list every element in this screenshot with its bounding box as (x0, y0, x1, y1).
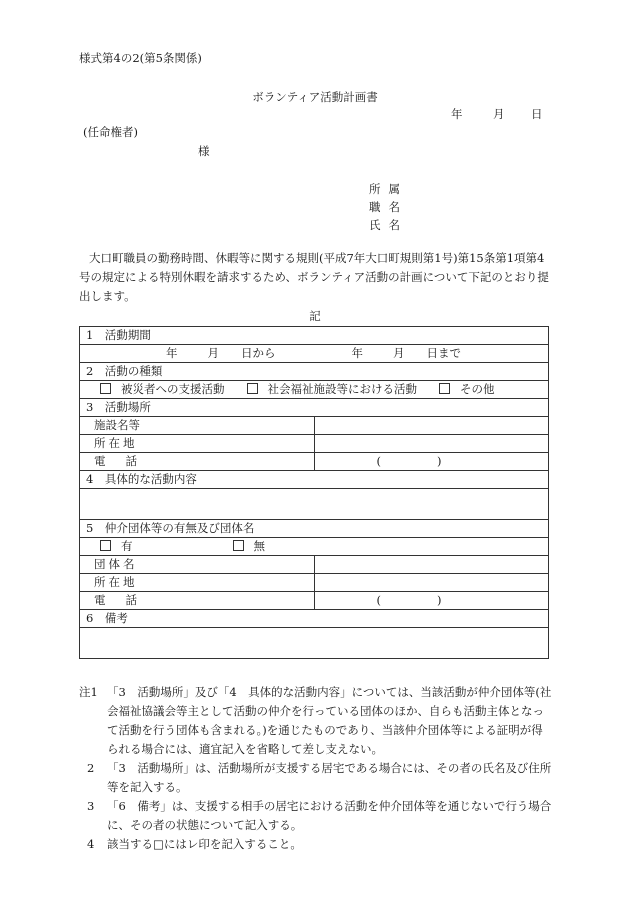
activity-content-field[interactable] (80, 489, 549, 520)
org-location-field[interactable] (314, 574, 549, 592)
activity-type-row (80, 381, 549, 399)
body-text (79, 249, 549, 306)
org-phone-paren-close: ) (437, 593, 442, 607)
phone-label: 電話 (80, 453, 315, 471)
org-phone-label: 電話 (80, 592, 315, 610)
note-4 (79, 835, 554, 854)
note-1 (79, 683, 554, 759)
section-remarks: 6 備考 (80, 610, 549, 628)
section-activity-period: 1 活動期間 (80, 327, 549, 345)
position-text: 職名 (369, 200, 408, 214)
notes (79, 683, 554, 854)
section-activity-place: 3 活動場所 (80, 399, 549, 417)
org-name-label: 団体名 (80, 556, 315, 574)
appointer-label: (任命権者) (83, 125, 138, 139)
section-activity-content: 4 具体的な活動内容 (80, 471, 549, 489)
checkbox-no[interactable] (233, 540, 244, 551)
section-intermediary: 5 仲介団体等の有無及び団体名 (80, 520, 549, 538)
note-2 (79, 759, 554, 797)
note-2-number: 2 (87, 761, 95, 775)
checkbox-other[interactable] (439, 383, 450, 394)
note-3 (79, 797, 554, 835)
position-label (369, 199, 411, 215)
name-text: 氏名 (369, 218, 408, 232)
phone-field[interactable] (314, 453, 549, 471)
ki-label: 記 (309, 309, 321, 323)
intermediary-row (80, 538, 549, 556)
location-field[interactable] (314, 435, 549, 453)
note-2-text: 「3 活動場所」は、活動場所が支援する居宅である場合には、その者の氏名及び住所等を記入する。 (107, 761, 552, 794)
type-disaster-support: 被災者への支援活動 (121, 382, 225, 396)
plan-form-table (79, 326, 549, 659)
affiliation-label (369, 181, 411, 197)
honorific-label: 様 (198, 144, 210, 158)
checkbox-welfare-facility[interactable] (247, 383, 258, 394)
date-month-label: 月 (493, 107, 505, 121)
facility-name-field[interactable] (314, 417, 549, 435)
facility-name-label: 施設名等 (80, 417, 315, 435)
period-from-month: 月 (207, 346, 219, 360)
note-3-number: 3 (87, 799, 95, 813)
org-name-field[interactable] (314, 556, 549, 574)
activity-period-row (80, 345, 549, 363)
remarks-field[interactable] (80, 628, 549, 659)
checkbox-disaster-support[interactable] (100, 383, 111, 394)
location-label: 所在地 (80, 435, 315, 453)
org-location-label: 所在地 (80, 574, 315, 592)
phone-paren-open: ( (376, 454, 381, 468)
type-welfare-facility: 社会福祉施設等における活動 (267, 382, 417, 396)
note-3-text: 「6 備考」は、支援する相手の居宅における活動を仲介団体等を通じないで行う場合に、その者の状態について記入する。 (107, 799, 552, 832)
affiliation-text: 所属 (369, 182, 408, 196)
note-4-number: 4 (87, 837, 95, 851)
section-activity-type: 2 活動の種類 (80, 363, 549, 381)
date-day-label: 日 (531, 107, 543, 121)
note-4-text: 該当する□にはレ印を記入すること。 (107, 837, 302, 851)
checkbox-yes[interactable] (100, 540, 111, 551)
period-to-year: 年 (351, 346, 363, 360)
note-1-number: 注1 (79, 685, 98, 699)
body-text-content: 大口町職員の勤務時間、休暇等に関する規則(平成7年大口町規則第1号)第15条第1項第4号の規定による特別休暇を請求するため、ボランティア活動の計画について下記のとおり提出します。 (79, 251, 549, 303)
period-from-year: 年 (166, 346, 178, 360)
intermediary-no: 無 (253, 539, 265, 553)
name-label (369, 217, 411, 233)
period-to-day: 日まで (426, 346, 461, 360)
phone-paren-close: ) (437, 454, 442, 468)
org-phone-field[interactable] (314, 592, 549, 610)
document-title: ボランティア活動計画書 (252, 90, 378, 104)
date-line (451, 106, 543, 122)
form-number: 様式第4の2(第5条関係) (79, 51, 202, 65)
org-phone-paren-open: ( (376, 593, 381, 607)
date-year-label: 年 (451, 107, 463, 121)
period-from-day: 日から (241, 346, 276, 360)
intermediary-yes: 有 (121, 539, 133, 553)
type-other: その他 (460, 382, 495, 396)
note-1-text: 「3 活動場所」及び「4 具体的な活動内容」については、当該活動が仲介団体等(社会福祉協議会等主として活動の仲介を行っている団体のほか、自らも活動主体となって活動を行う団体も含まれる。)を通じたものであり、当該仲介団体等による証明が得られる場合には、適宜記入を省略して差し支えない。 (107, 685, 552, 756)
period-to-month: 月 (393, 346, 405, 360)
